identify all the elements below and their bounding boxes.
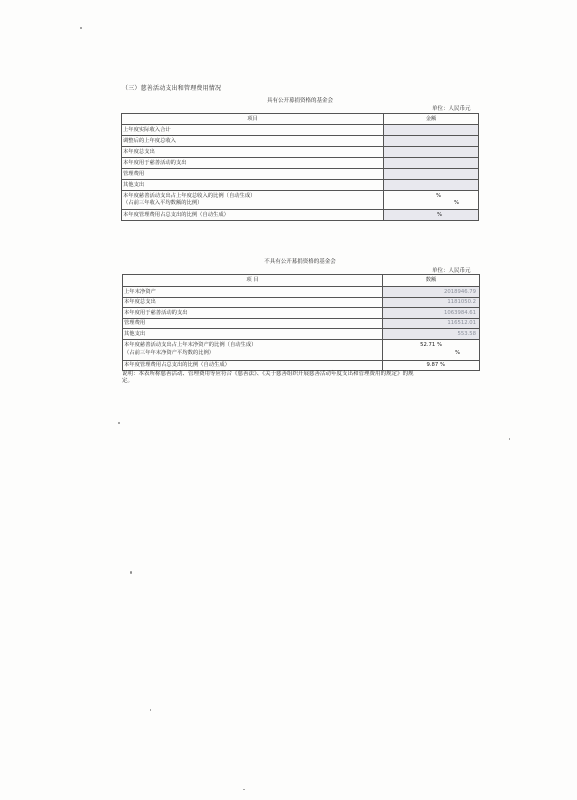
- scan-speck: [243, 789, 245, 790]
- table2-unit: 单位：人民币元: [432, 268, 471, 274]
- row-label: 管理费用: [122, 169, 384, 180]
- table1-header-row: [122, 114, 479, 125]
- row-value: [384, 147, 479, 158]
- table-row: [123, 308, 480, 319]
- table-row: [122, 136, 479, 147]
- row-label: 本年度总支出: [123, 297, 383, 308]
- footnote: [122, 371, 482, 385]
- table1-ratio-row: [122, 191, 479, 210]
- table-row: [122, 169, 479, 180]
- row-value: [384, 158, 479, 169]
- table2-col-item: 项 目: [123, 275, 383, 287]
- scan-speck: [80, 27, 82, 29]
- table2-ratio-row: [123, 339, 480, 360]
- table1-col-value: 金额: [384, 114, 479, 125]
- row-label: 本年度用于慈善活动的支出: [123, 308, 383, 319]
- row-value: [384, 125, 479, 136]
- table2-title: 不具有公开募捐资格的基金会: [264, 259, 336, 265]
- ratio-label-line2: （占前三年收入平均数额的比例）: [123, 200, 203, 206]
- mgmt-label: 本年度管理费用占总支出的比例（自动生成）: [122, 210, 384, 221]
- ratio-value: [384, 191, 479, 210]
- table-row: [123, 297, 480, 308]
- table1-col-item: 项目: [122, 114, 384, 125]
- mgmt-pct: %: [384, 210, 479, 221]
- row-label: 其他支出: [123, 329, 383, 340]
- ratio-label-line1: 本年度慈善活动支出占上年度总收入的比例（自动生成）: [123, 192, 256, 199]
- table-row: [122, 158, 479, 169]
- ratio-pct-2: %: [453, 200, 459, 206]
- table-row: [122, 125, 479, 136]
- row-label: 调整后的上年度总收入: [122, 136, 384, 147]
- table-row: [123, 318, 480, 329]
- row-label: 其他支出: [122, 180, 384, 191]
- ratio-label: [122, 191, 384, 210]
- row-value: [384, 169, 479, 180]
- ratio-label-line2: （占前三年年末净资产平均数的比例）: [124, 349, 215, 356]
- footnote-line1: 说明：本表所称慈善活动、管理费用等应符合《慈善法》、《关于慈善组织开展慈善活动年度支出和管理费用的规定》的规: [122, 371, 414, 377]
- table-row: [122, 147, 479, 158]
- ratio-pct-2: %: [454, 349, 460, 356]
- row-value: 553.58: [383, 329, 480, 340]
- ratio-label-line1: 本年度慈善活动支出占上年末净资产的比例（自动生成）: [124, 342, 257, 349]
- row-label: 上年末净资产: [123, 287, 383, 298]
- mgmt-label: 本年度管理费用占总支出的比例（自动生成）: [123, 360, 383, 371]
- scan-speck: [509, 438, 510, 440]
- row-value: [384, 180, 479, 191]
- row-value: 2018946.79: [383, 287, 480, 298]
- table-row: [122, 180, 479, 191]
- scan-speck: [118, 422, 120, 424]
- table-row: [123, 329, 480, 340]
- table2-col-value: 数额: [383, 275, 480, 287]
- row-label: 管理费用: [123, 318, 383, 329]
- row-label: 本年度用于慈善活动的支出: [122, 158, 384, 169]
- row-label: 上年度实际收入合计: [122, 125, 384, 136]
- scan-speck: [130, 571, 132, 574]
- row-label: 本年度总支出: [122, 147, 384, 158]
- row-value: 1063984.61: [383, 308, 480, 319]
- section-heading: （三）慈善活动支出和管理费用情况: [122, 85, 222, 92]
- table1-unit: 单位：人民币元: [432, 106, 471, 112]
- table1-mgmt-row: [122, 210, 479, 221]
- table1-title: 具有公开募捐资格的基金会: [266, 98, 333, 104]
- ratio-pct-1: %: [435, 192, 441, 199]
- row-value: 116512.01: [383, 318, 480, 329]
- table2: [122, 274, 480, 371]
- ratio-value: [383, 339, 480, 360]
- footnote-line2: 定。: [122, 378, 134, 385]
- table1: [121, 113, 479, 221]
- ratio-pct-1: 52.71 %: [420, 342, 442, 349]
- row-value: [384, 136, 479, 147]
- row-value: 1181050.2: [383, 297, 480, 308]
- table-row: [123, 287, 480, 298]
- scan-speck: [150, 709, 151, 711]
- ratio-label: [123, 339, 383, 360]
- table2-mgmt-row: [123, 360, 480, 371]
- table2-header-row: [123, 275, 480, 287]
- mgmt-pct: 9.87 %: [383, 360, 480, 371]
